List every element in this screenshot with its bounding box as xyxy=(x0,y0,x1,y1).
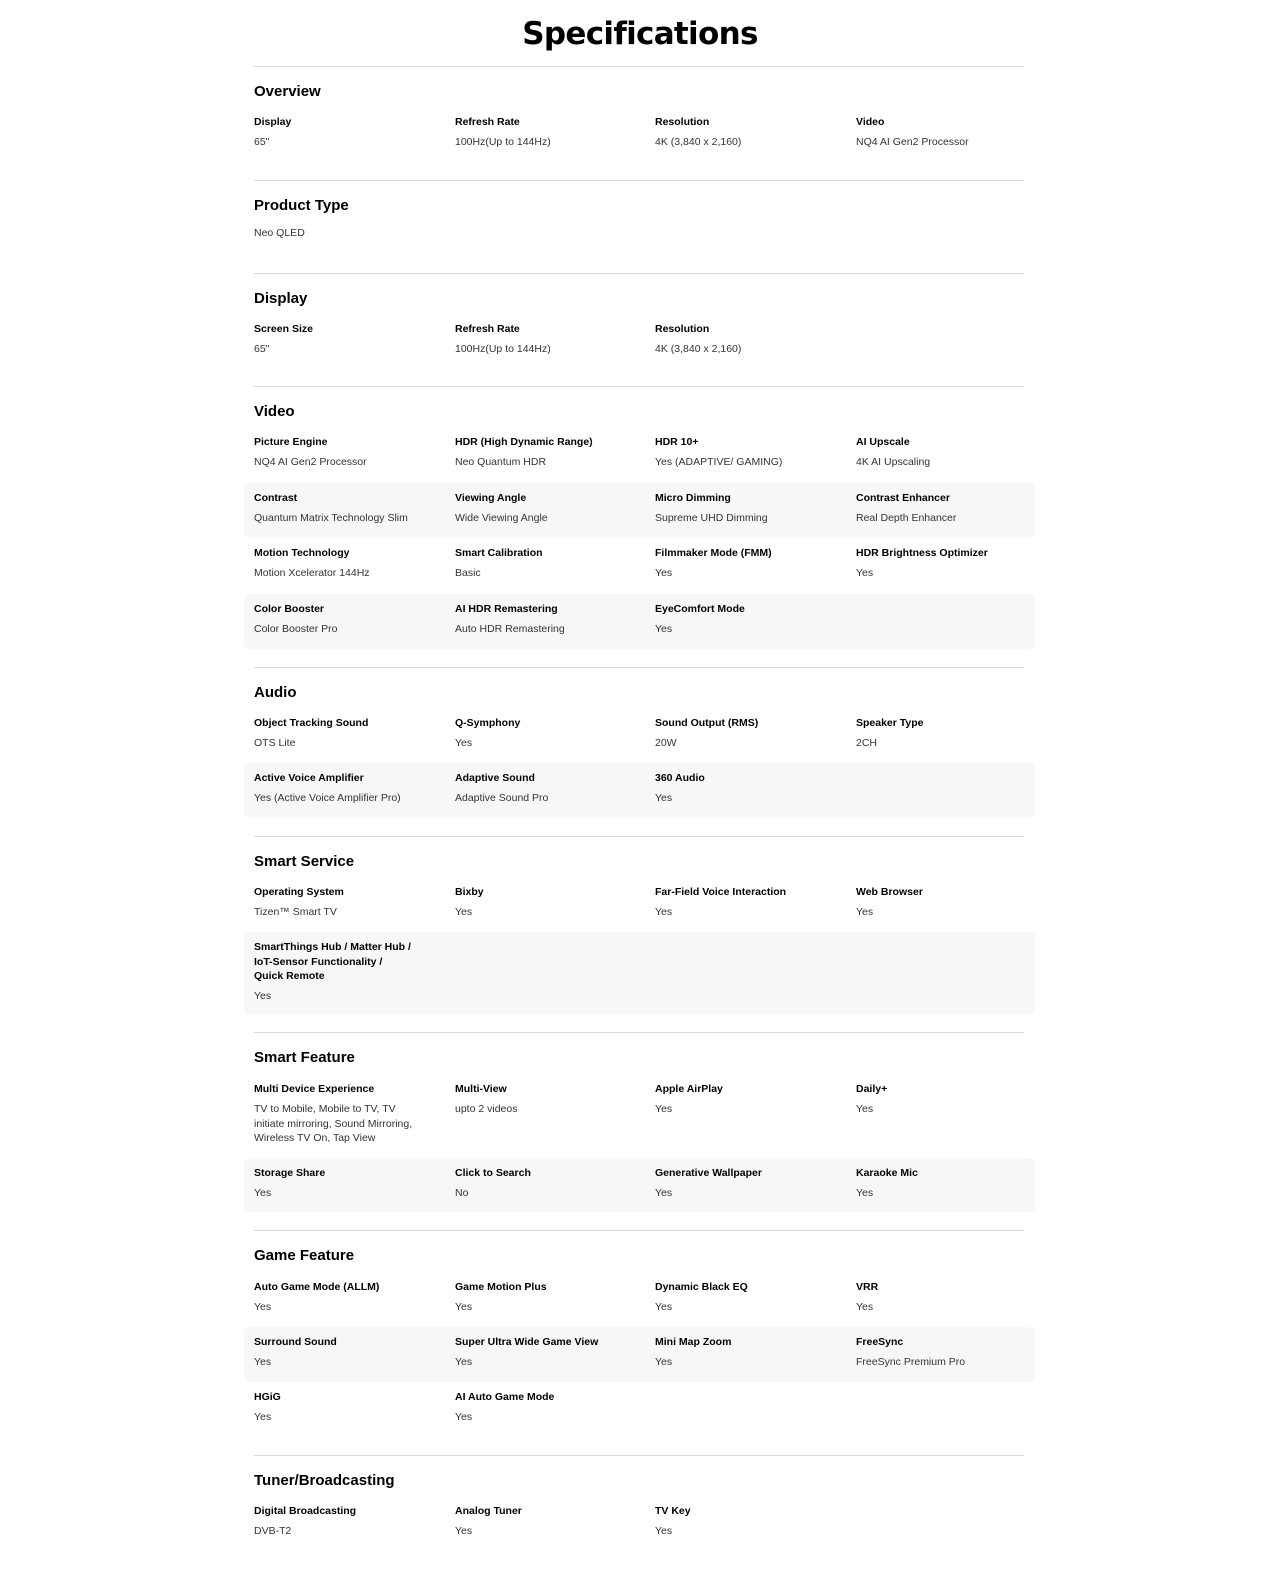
spec-value: Yes xyxy=(254,1356,272,1368)
spec-value: 2CH xyxy=(856,737,878,749)
section-divider xyxy=(254,1455,1024,1456)
spec-value: 100Hz(Up to 144Hz) xyxy=(455,343,551,355)
spec-value: 65" xyxy=(254,136,270,148)
spec-label: Filmmaker Mode (FMM) xyxy=(655,547,772,559)
spec-label: Far-Field Voice Interaction xyxy=(655,886,787,898)
spec-value: Neo QLED xyxy=(254,227,305,239)
spec-label: Daily+ xyxy=(856,1083,888,1095)
spec-value: Yes xyxy=(254,1301,272,1313)
spec-value: Yes xyxy=(455,906,473,918)
section-title: Audio xyxy=(254,684,297,701)
spec-value: Adaptive Sound Pro xyxy=(455,792,549,804)
section-title: Display xyxy=(254,290,308,307)
spec-label: Multi Device Experience xyxy=(254,1083,375,1095)
spec-label: HDR 10+ xyxy=(655,436,699,448)
spec-label: VRR xyxy=(856,1281,879,1293)
spec-label: HDR Brightness Optimizer xyxy=(856,547,988,559)
spec-label: Generative Wallpaper xyxy=(655,1167,762,1179)
spec-value: Color Booster Pro xyxy=(254,623,338,635)
section-divider xyxy=(254,386,1024,387)
spec-value: Supreme UHD Dimming xyxy=(655,512,768,524)
section-title: Overview xyxy=(254,83,321,100)
spec-label: Screen Size xyxy=(254,323,313,335)
spec-label: Q-Symphony xyxy=(455,717,521,729)
spec-value: Yes xyxy=(455,1301,473,1313)
spec-value: NQ4 AI Gen2 Processor xyxy=(254,456,367,468)
spec-value: OTS Lite xyxy=(254,737,296,749)
spec-value: Yes xyxy=(856,1301,874,1313)
spec-value: 65" xyxy=(254,343,270,355)
spec-value: Yes xyxy=(455,1411,473,1423)
spec-label: EyeComfort Mode xyxy=(655,603,745,615)
spec-value: FreeSync Premium Pro xyxy=(856,1356,966,1368)
spec-value: Yes xyxy=(655,1356,673,1368)
spec-label: Micro Dimming xyxy=(655,492,731,504)
spec-label: AI Auto Game Mode xyxy=(455,1391,555,1403)
spec-value: Yes xyxy=(655,567,673,579)
section-divider xyxy=(254,273,1024,274)
spec-label: Speaker Type xyxy=(856,717,924,729)
spec-value: Yes xyxy=(655,906,673,918)
spec-label: Operating System xyxy=(254,886,344,898)
spec-label: Click to Search xyxy=(455,1167,531,1179)
spec-value: Yes xyxy=(655,792,673,804)
spec-value: 4K AI Upscaling xyxy=(856,456,931,468)
spec-label: Analog Tuner xyxy=(455,1505,522,1517)
spec-label: Digital Broadcasting xyxy=(254,1505,357,1517)
spec-label: Adaptive Sound xyxy=(455,772,535,784)
section-title: Smart Service xyxy=(254,853,355,870)
spec-value: Real Depth Enhancer xyxy=(856,512,957,524)
spec-label: Object Tracking Sound xyxy=(254,717,369,729)
spec-label: Game Motion Plus xyxy=(455,1281,547,1293)
spec-value: Yes xyxy=(254,1187,272,1199)
spec-value: Basic xyxy=(455,567,481,579)
page-title: Specifications xyxy=(522,16,758,52)
spec-label: Smart Calibration xyxy=(455,547,543,559)
spec-value: Neo Quantum HDR xyxy=(455,456,547,468)
spec-value: Yes xyxy=(254,990,272,1002)
spec-label: AI Upscale xyxy=(856,436,910,448)
spec-value: 100Hz(Up to 144Hz) xyxy=(455,136,551,148)
spec-label: FreeSync xyxy=(856,1336,904,1348)
spec-value: Wide Viewing Angle xyxy=(455,512,548,524)
spec-label: Super Ultra Wide Game View xyxy=(455,1336,599,1348)
spec-value: Yes xyxy=(455,737,473,749)
spec-value: 20W xyxy=(655,737,677,749)
section-divider xyxy=(254,667,1024,668)
spec-value: Yes xyxy=(655,1525,673,1537)
spec-label: HDR (High Dynamic Range) xyxy=(455,436,593,448)
spec-value: No xyxy=(455,1187,469,1199)
spec-value: Yes xyxy=(856,1187,874,1199)
spec-value: NQ4 AI Gen2 Processor xyxy=(856,136,969,148)
spec-label: Contrast Enhancer xyxy=(856,492,950,504)
section-title: Game Feature xyxy=(254,1247,355,1264)
spec-label: Display xyxy=(254,116,292,128)
spec-value: 4K (3,840 x 2,160) xyxy=(655,343,742,355)
spec-label: Motion Technology xyxy=(254,547,350,559)
spec-label: Resolution xyxy=(655,116,710,128)
spec-value: Yes (ADAPTIVE/ GAMING) xyxy=(655,456,783,468)
section-title: Video xyxy=(254,403,295,420)
section-title: Tuner/Broadcasting xyxy=(254,1472,395,1489)
section-divider xyxy=(254,1032,1024,1033)
spec-label: Refresh Rate xyxy=(455,323,520,335)
spec-label: AI HDR Remastering xyxy=(455,603,558,615)
spec-value: Yes xyxy=(655,623,673,635)
spec-value: Yes (Active Voice Amplifier Pro) xyxy=(254,792,401,804)
spec-value: Yes xyxy=(655,1187,673,1199)
section-divider xyxy=(254,1230,1024,1231)
spec-label: Dynamic Black EQ xyxy=(655,1281,748,1293)
spec-label: Bixby xyxy=(455,886,484,898)
spec-label: Sound Output (RMS) xyxy=(655,717,759,729)
spec-label: Apple AirPlay xyxy=(655,1083,723,1095)
spec-label: Viewing Angle xyxy=(455,492,527,504)
spec-label: Resolution xyxy=(655,323,710,335)
spec-label: Multi-View xyxy=(455,1083,507,1095)
section-divider xyxy=(254,180,1024,181)
spec-label: Surround Sound xyxy=(254,1336,337,1348)
spec-label: Video xyxy=(856,116,885,128)
spec-value: Quantum Matrix Technology Slim xyxy=(254,512,408,524)
spec-label: Refresh Rate xyxy=(455,116,520,128)
spec-value: upto 2 videos xyxy=(455,1103,518,1115)
spec-value: 4K (3,840 x 2,160) xyxy=(655,136,742,148)
spec-value: Yes xyxy=(455,1525,473,1537)
spec-value: Yes xyxy=(254,1411,272,1423)
spec-value: Yes xyxy=(655,1103,673,1115)
section-divider xyxy=(254,66,1024,67)
spec-value: Yes xyxy=(455,1356,473,1368)
section-title: Smart Feature xyxy=(254,1049,355,1066)
spec-label: 360 Audio xyxy=(655,772,705,784)
spec-label: SmartThings Hub / Matter Hub / IoT-Sensor Functionality / Quick Remote xyxy=(254,941,411,982)
spec-value: Yes xyxy=(856,567,874,579)
spec-label: Active Voice Amplifier xyxy=(254,772,364,784)
spec-value: Tizen™ Smart TV xyxy=(254,906,337,918)
spec-value: Yes xyxy=(655,1301,673,1313)
spec-value: Auto HDR Remastering xyxy=(455,623,565,635)
spec-label: Contrast xyxy=(254,492,298,504)
spec-value: Motion Xcelerator 144Hz xyxy=(254,567,370,579)
spec-label: HGiG xyxy=(254,1391,281,1403)
spec-label: TV Key xyxy=(655,1505,691,1517)
spec-value: TV to Mobile, Mobile to TV, TV initiate mirroring, Sound Mirroring, Wireless TV On, Tap View xyxy=(254,1103,413,1144)
section-title: Product Type xyxy=(254,197,349,214)
spec-label: Web Browser xyxy=(856,886,923,898)
spec-label: Color Booster xyxy=(254,603,325,615)
spec-value: Yes xyxy=(856,906,874,918)
spec-label: Auto Game Mode (ALLM) xyxy=(254,1281,380,1293)
spec-value: DVB-T2 xyxy=(254,1525,292,1537)
spec-label: Karaoke Mic xyxy=(856,1167,918,1179)
section-divider xyxy=(254,836,1024,837)
spec-value: Yes xyxy=(856,1103,874,1115)
spec-label: Picture Engine xyxy=(254,436,328,448)
spec-label: Storage Share xyxy=(254,1167,326,1179)
spec-label: Mini Map Zoom xyxy=(655,1336,732,1348)
